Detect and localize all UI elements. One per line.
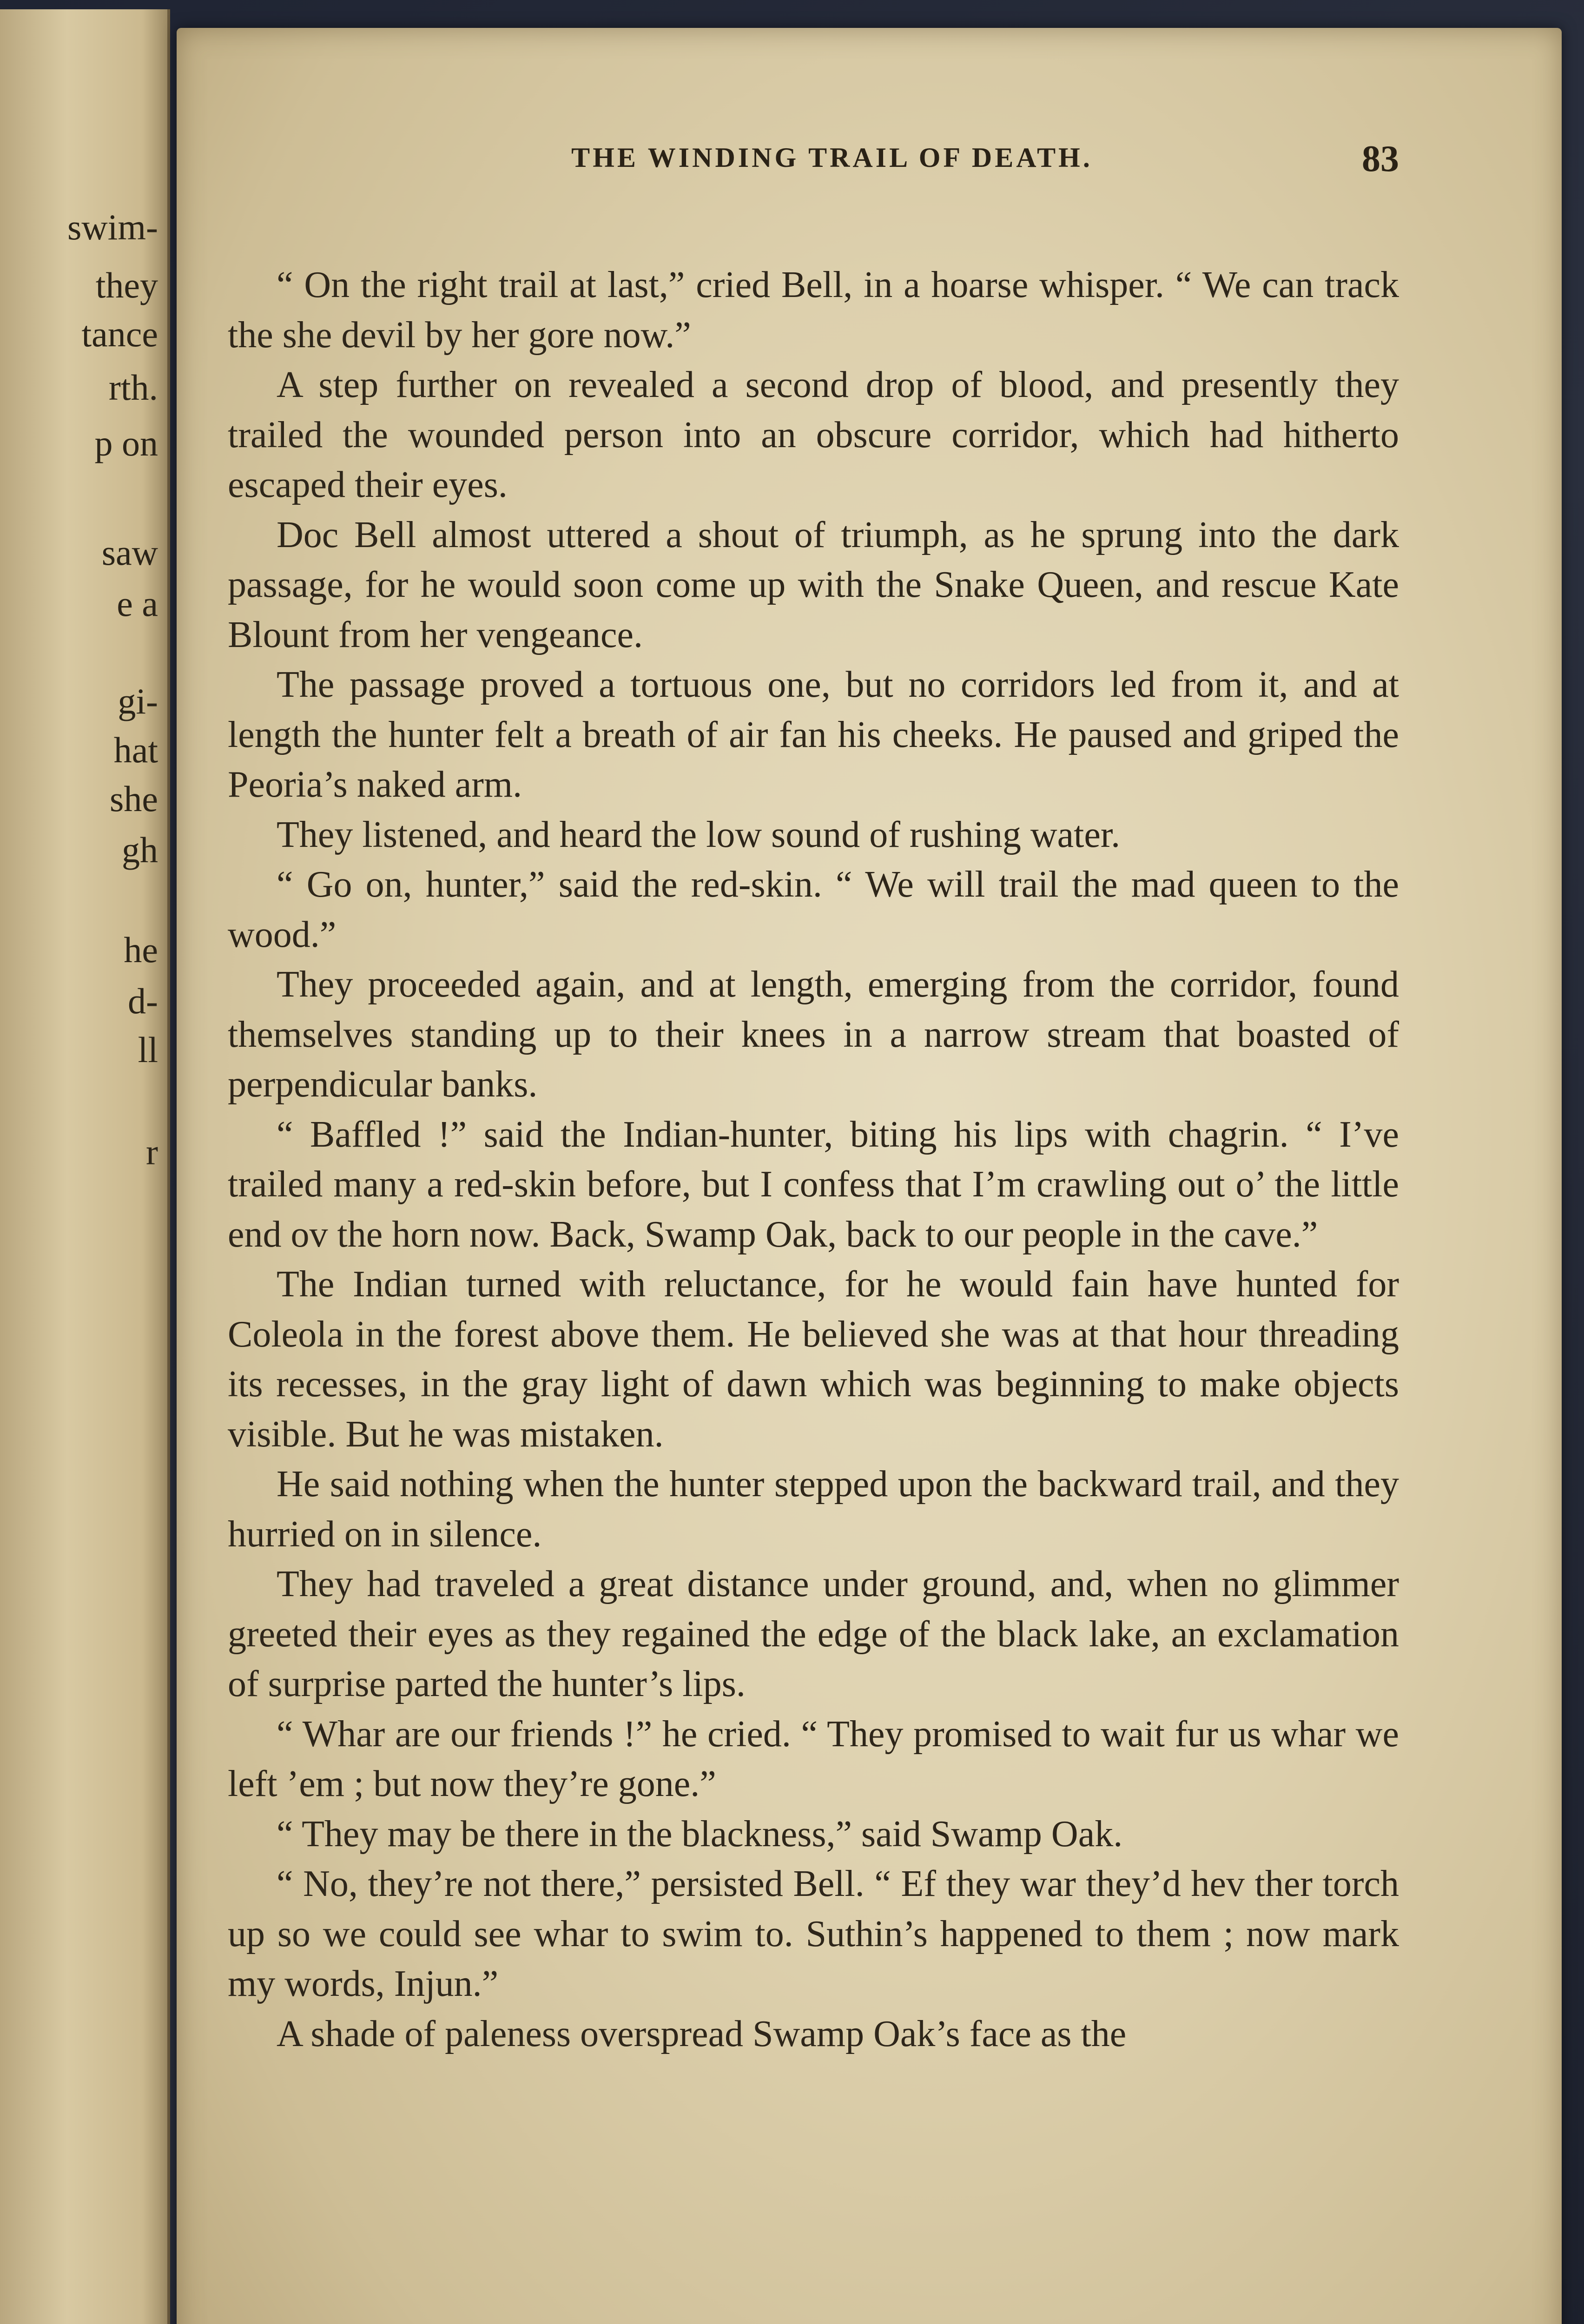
left-page-fragment: gh [122, 830, 158, 870]
paragraph: “ Baffled !” said the Indian-hunter, biting his lips with chagrin. “ I’ve trailed many a red-skin before, but I confess that I’m crawling out o’ the little end ov the horn now. Back, Swamp Oak, back to our people in the cave.” [228, 1114, 1399, 1255]
left-page-fragment: d- [128, 981, 158, 1021]
paragraph: “ No, they’re not there,” persisted Bell. “ Ef they war they’d hev ther torch up so we could see whar to swim to. Suthin’s happened to them ; now mark my words, Injun.” [228, 1863, 1399, 2004]
left-page-fragment: hat [113, 730, 158, 770]
left-page-fragment: rth. [108, 367, 158, 408]
left-page-fragment: she [110, 779, 158, 819]
book-page [177, 28, 1562, 2324]
page-number: 83 [1362, 139, 1399, 179]
left-page-fragment: they [95, 265, 158, 305]
paragraph: A shade of paleness overspread Swamp Oak’s face as the [277, 2013, 1127, 2054]
paragraph: “ Go on, hunter,” said the red-skin. “ We will trail the mad queen to the wood.” [228, 864, 1399, 955]
paragraph: The Indian turned with reluctance, for he would fain have hunted for Coleola in the forest above them. He believed she was at that hour threading its recesses, in the gray light of dawn which was beginning to make objects visible. But he was mistaken. [228, 1264, 1399, 1455]
paragraph: He said nothing when the hunter stepped upon the backward trail, and they hurried on in silence. [228, 1464, 1399, 1555]
running-head: THE WINDING TRAIL OF DEATH. [571, 142, 1093, 173]
paragraph: The passage proved a tortuous one, but no corridors led from it, and at length the hunter felt a breath of air fan his cheeks. He paused and griped the Peoria’s naked arm. [228, 664, 1399, 805]
left-page-fragment: swim- [67, 207, 158, 247]
left-page-fragment: p on [94, 423, 158, 463]
left-page-fragment: gi- [118, 681, 158, 721]
paragraph: They listened, and heard the low sound of rushing water. [277, 814, 1121, 855]
paragraph: “ Whar are our friends !” he cried. “ They promised to wait fur us whar we left ’em ; but now they’re gone.” [228, 1713, 1399, 1804]
left-page-fragment: saw [101, 532, 158, 573]
paragraph: “ They may be there in the blackness,” said Swamp Oak. [277, 1813, 1123, 1855]
page-header [177, 139, 1562, 193]
previous-page-edge [0, 9, 170, 2324]
left-page-fragment: e a [117, 583, 158, 624]
left-page-fragment: r [146, 1132, 158, 1172]
paragraph: “ On the right trail at last,” cried Bell, in a hoarse whisper. “ We can track the she devil by her gore now.” [228, 264, 1399, 356]
paragraph: Doc Bell almost uttered a shout of triumph, as he sprung into the dark passage, for he would soon come up with the Snake Queen, and rescue Kate Blount from her vengeance. [228, 514, 1399, 655]
paragraph: A step further on revealed a second drop of blood, and presently they trailed the wounded person into an obscure corridor, which had hitherto escaped their eyes. [228, 364, 1399, 505]
left-page-fragment: tance [81, 314, 158, 354]
paragraph: They had traveled a great distance under ground, and, when no glimmer greeted their eyes as they regained the edge of the black lake, an exclamation of surprise parted the hunter’s lips. [228, 1564, 1399, 1704]
left-page-fragment: he [124, 930, 158, 970]
paragraph: They proceeded again, and at length, emerging from the corridor, found themselves standing up to their knees in a narrow stream that boasted of perpendicular banks. [228, 964, 1399, 1105]
body-text [228, 260, 1399, 2059]
left-page-fragment: ll [138, 1030, 158, 1070]
